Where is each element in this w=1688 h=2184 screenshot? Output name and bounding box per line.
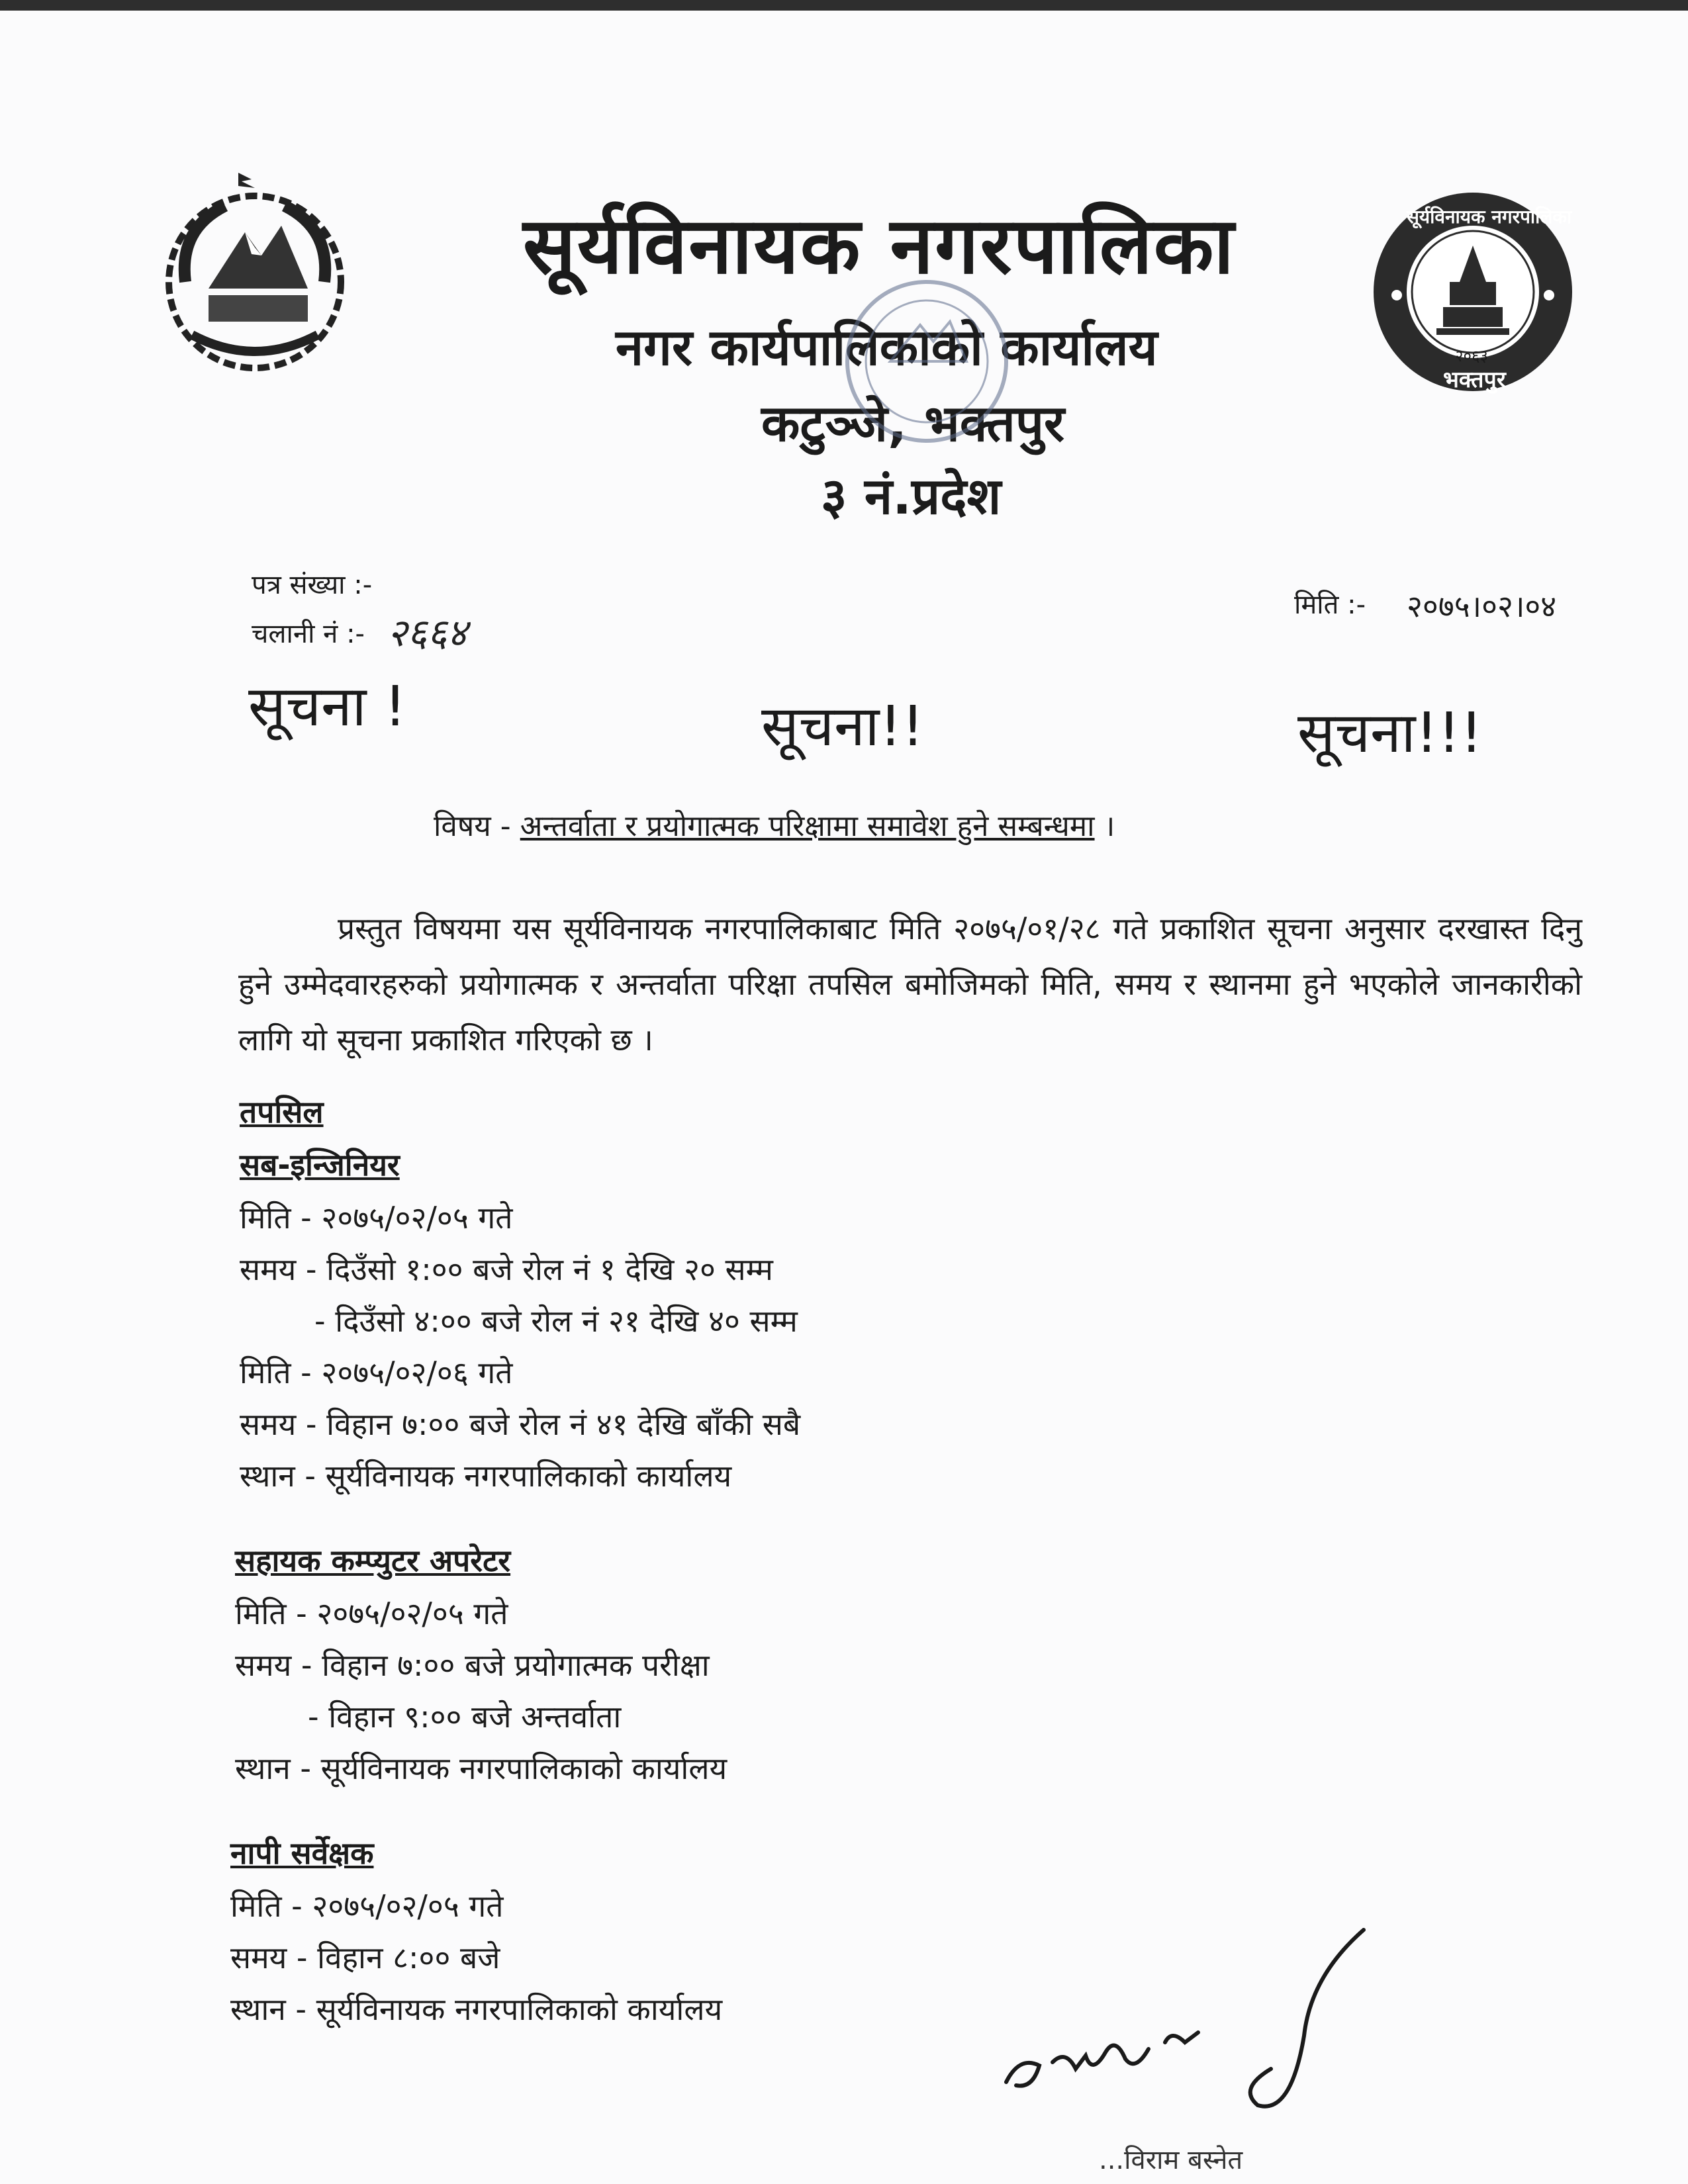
- office-address: कटुञ्जे, भक्तपुर: [761, 394, 1065, 453]
- body-paragraph: [238, 901, 1582, 1068]
- notice-heading-3: सूचना!!!: [1297, 700, 1483, 765]
- logo-year: २०६३: [1455, 347, 1488, 365]
- section-title-surveyor: नापी सर्वेक्षक: [230, 1835, 374, 1871]
- subject-end: ।: [1103, 809, 1115, 843]
- schedule-line: - विहान ९:०० बजे अन्तर्वाता: [308, 1699, 622, 1735]
- logo-top-text: सूर्यविनायक नगरपालिका: [1407, 206, 1572, 228]
- schedule-heading: तपसिल: [240, 1094, 324, 1130]
- schedule-line: स्थान - सूर्यविनायक नगरपालिकाको कार्यालय: [235, 1751, 727, 1786]
- province: ३ नं.प्रदेश: [821, 467, 1002, 525]
- date-value: २०७५।०२।०४: [1407, 588, 1557, 624]
- logo-bottom-text: भक्तपुर: [1443, 367, 1506, 393]
- section-title-computer-operator: सहायक कम्प्युटर अपरेटर: [235, 1543, 511, 1578]
- date-label: मिति :-: [1294, 590, 1366, 620]
- office-name: नगर कार्यपालिकाको कार्यालय: [616, 318, 1158, 377]
- schedule-line: समय - विहान ७:०० बजे प्रयोगात्मक परीक्षा: [235, 1647, 710, 1683]
- schedule-line: मिति - २०७५/०२/०५ गते: [240, 1200, 513, 1236]
- schedule-line: मिति - २०७५/०२/०५ गते: [235, 1596, 508, 1631]
- handwritten-signature: [993, 1917, 1390, 2115]
- subject-label: विषय -: [434, 809, 511, 843]
- notice-page: [0, 11, 1688, 2184]
- schedule-line: मिति - २०७५/०२/०६ गते: [240, 1355, 513, 1390]
- body-text: प्रस्तुत विषयमा यस सूर्यविनायक नगरपालिकाबाट मिति २०७५/०१/२८ गते प्रकाशित सूचना अनुसार दरखास्त दिनु हुने उम्मेदवारहरुको प्रयोगात्मक र अन्तर्वाता परिक्षा तपसिल बमोजिमको मिति, समय र स्थानमा हुने भएकोले जानकारीको लागि यो सूचना प्रकाशित गरिएको छ ।: [238, 911, 1582, 1058]
- subject-line: [434, 805, 1115, 844]
- dispatch-no-handwritten: २६६४: [387, 610, 467, 655]
- schedule-line: समय - विहान ७:०० बजे रोल नं ४१ देखि बाँकी सबै: [240, 1406, 801, 1442]
- nepal-emblem-icon: [146, 169, 364, 381]
- schedule-line: समय - दिउँसो १:०० बजे रोल नं १ देखि २० सम्म: [240, 1251, 773, 1287]
- notice-heading-2: सूचना!!: [761, 694, 924, 758]
- ref-no-label: पत्र संख्या :-: [252, 570, 373, 600]
- subject-text: अन्तर्वाता र प्रयोगात्मक परिक्षामा समावेश हुने सम्बन्धमा: [520, 809, 1095, 843]
- schedule-line: स्थान - सूर्यविनायक नगरपालिकाको कार्यालय: [230, 1991, 723, 2027]
- schedule-line: - दिउँसो ४:०० बजे रोल नं २१ देखि ४० सम्म: [314, 1303, 798, 1339]
- schedule-line: स्थान - सूर्यविनायक नगरपालिकाको कार्यालय: [240, 1458, 732, 1494]
- municipality-title: सूर्यविनायक नगरपालिका: [523, 200, 1236, 291]
- scan-top-edge: [0, 0, 1688, 11]
- schedule-line: मिति - २०७५/०२/०५ गते: [230, 1888, 504, 1924]
- section-title-sub-engineer: सब-इन्जिनियर: [240, 1147, 400, 1183]
- schedule-line: समय - विहान ८:०० बजे: [230, 1940, 500, 1976]
- signatory-name: ...विराम बस्नेत: [1099, 2145, 1243, 2175]
- dispatch-no-label: चलानी नं :-: [252, 619, 365, 649]
- office-stamp: [827, 262, 1046, 461]
- notice-heading-1: सूचना !: [248, 674, 406, 739]
